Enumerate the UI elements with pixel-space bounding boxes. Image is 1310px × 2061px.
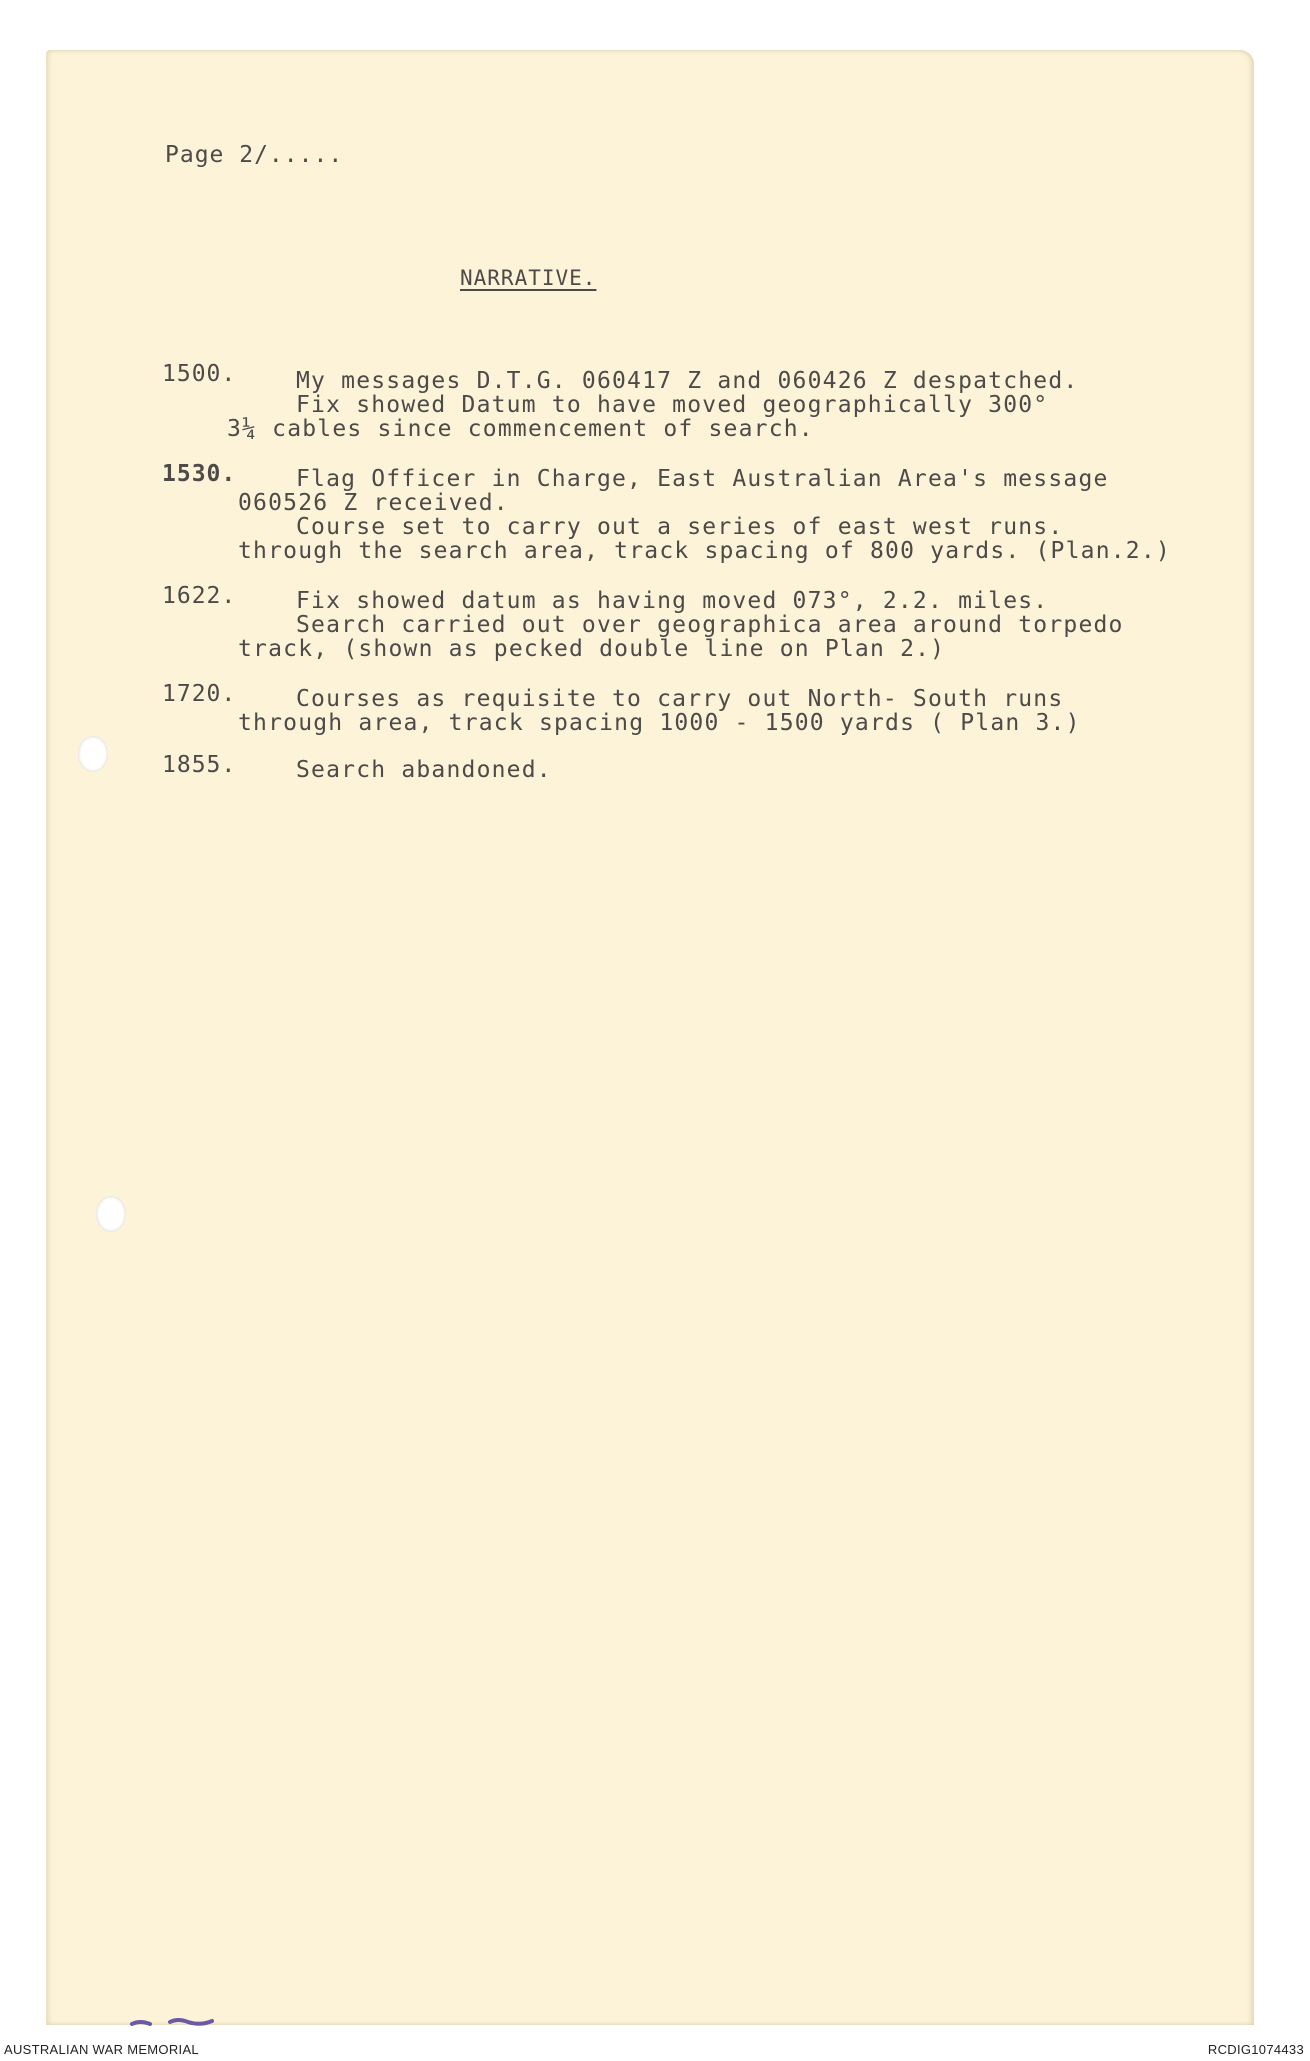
entry-time: 1855. xyxy=(162,752,237,778)
archive-credit: AUSTRALIAN WAR MEMORIAL xyxy=(4,2042,199,2057)
archive-id: RCDIG1074433 xyxy=(1207,2042,1304,2057)
page-reference: Page 2/..... xyxy=(165,142,344,168)
document-sheet xyxy=(46,50,1254,2025)
entry-line: My messages D.T.G. 060417 Z and 060426 Z despatched. xyxy=(296,368,1079,394)
entry-time: 1530. xyxy=(162,461,237,487)
entry-line: Search carried out over geographica area around torpedo xyxy=(296,612,1124,638)
entry-line: Fix showed datum as having moved 073°, 2.2. miles. xyxy=(296,588,1049,614)
entry-time: 1500. xyxy=(162,361,237,387)
entry-line: Courses as requisite to carry out North- South runs xyxy=(296,686,1064,712)
entry-line: track, (shown as pecked double line on Plan 2.) xyxy=(238,636,946,662)
entry-line: Fix showed Datum to have moved geographically 300° xyxy=(296,392,1049,418)
entry-line: Course set to carry out a series of east west runs. xyxy=(296,514,1064,540)
narrative-heading: NARRATIVE. xyxy=(460,266,597,290)
entry-line: 3¼ cables since commencement of search. xyxy=(227,416,814,442)
punch-hole-bottom xyxy=(96,1196,126,1232)
entry-time: 1720. xyxy=(162,681,237,707)
punch-hole-top xyxy=(78,736,108,772)
entry-line: 060526 Z received. xyxy=(238,490,509,516)
entry-line: Search abandoned. xyxy=(296,757,552,783)
entry-line: through the search area, track spacing of 800 yards. (Plan.2.) xyxy=(238,538,1171,564)
entry-line: Flag Officer in Charge, East Australian Area's message xyxy=(296,466,1109,492)
entry-line: through area, track spacing 1000 - 1500 yards ( Plan 3.) xyxy=(238,710,1081,736)
ink-mark xyxy=(130,2016,280,2028)
entry-time: 1622. xyxy=(162,583,237,609)
